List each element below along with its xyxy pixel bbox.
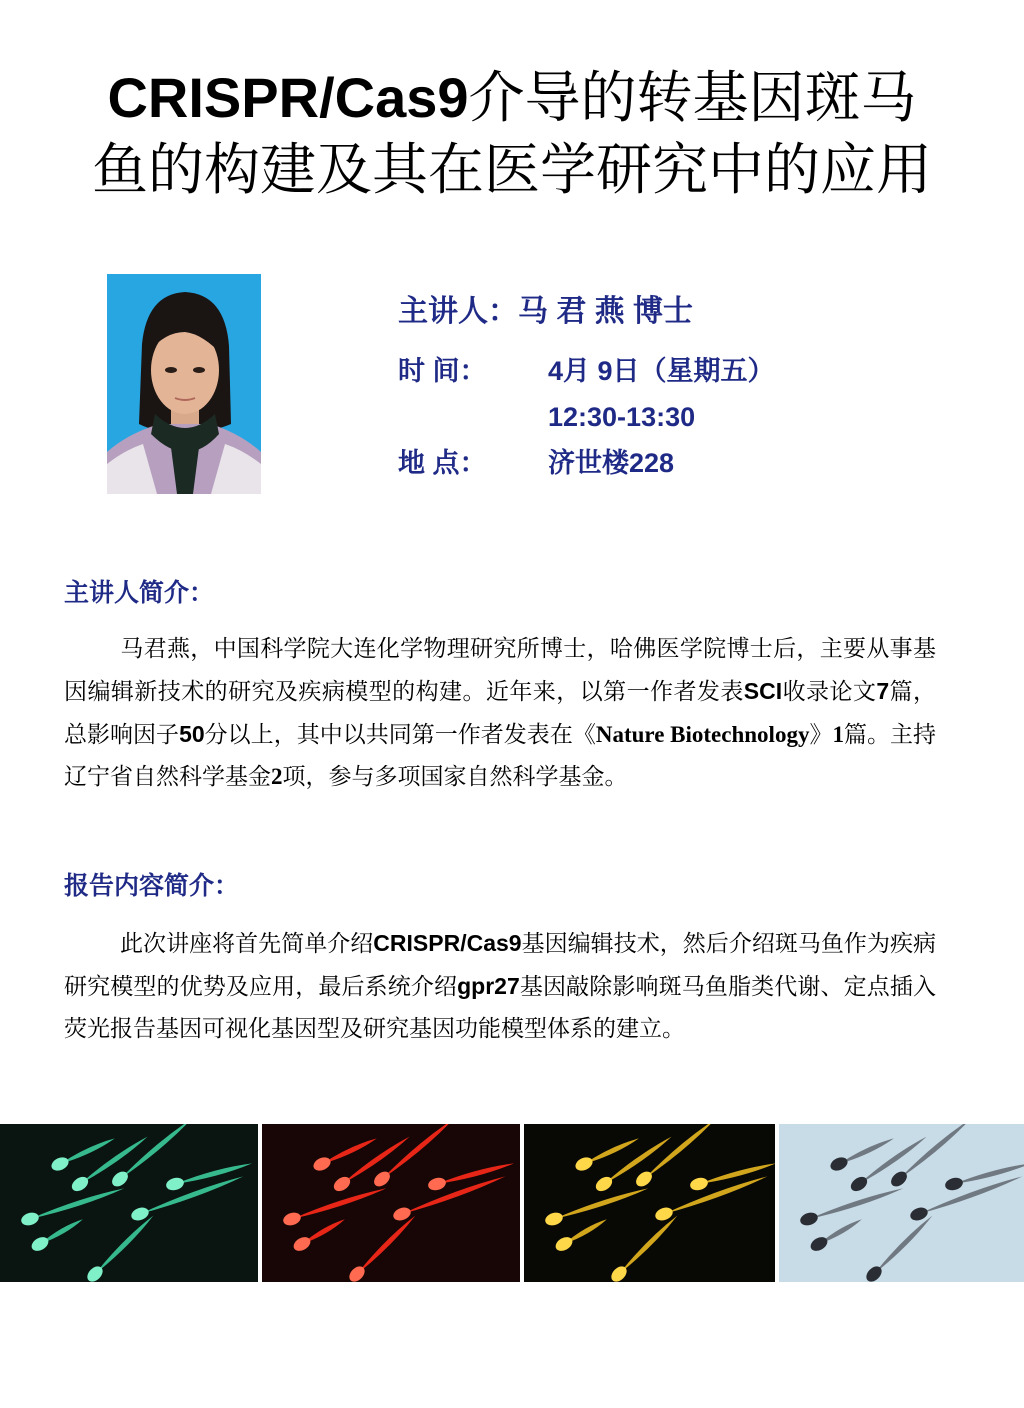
bio-number: 1 [832,722,844,747]
bio-number: 50 [179,721,205,747]
bio-sci: SCI [743,678,783,704]
bio-text: 篇，总影响因子 [64,679,937,748]
bio-text: 项，参与多项国家自然科学基金。 [282,764,628,790]
bio-text: 收录论文 [782,679,877,705]
zebrafish-image-strip [0,1124,1024,1282]
bio-text: 篇。主持辽宁省自然科学基金 [64,722,937,790]
bio-number: 7 [876,678,890,704]
place-value: 济世楼228 [548,448,675,478]
report-crispr: CRISPR/Cas9 [373,930,522,956]
poster-title [0,62,1024,206]
place-row [398,440,693,486]
title-line2: 鱼的构建及其在医学研究中的应用 [92,138,932,201]
fish-image-red [262,1124,520,1282]
bio-text: 分以上，其中以共同第一作者发表在《 [204,722,596,748]
bio-paragraph [64,628,936,798]
report-paragraph [64,922,936,1050]
title-latin: CRISPR/Cas9 [107,66,469,129]
report-heading: 报告内容简介： [64,871,240,900]
time-hours: 12:30-13:30 [548,402,696,432]
fish-panel-red [262,1124,520,1282]
bio-text: 》 [809,722,833,748]
time-row [398,348,775,394]
title-line1: 介导的转基因斑马 [468,66,917,129]
fish-image-merged [524,1124,775,1282]
bio-journal: Nature Biotechnology [595,722,810,747]
report-text: 此次讲座将首先简单介绍 [120,931,374,957]
time-label: 时 间： [398,356,487,386]
fish-image-brightfield [779,1124,1024,1282]
fish-panel-green [0,1124,258,1282]
fish-panel-merged [524,1124,775,1282]
bio-number: 2 [271,764,283,789]
place-label: 地 点： [398,448,487,478]
talk-info [398,290,775,486]
time-date: 4月 9日（星期五） [548,356,775,386]
bio-heading: 主讲人简介： [64,578,215,607]
bio-text: 马君燕，中国科学院大连化学物理研究所博士，哈佛医学院博士后，主要从事基因编辑新技术的研究及疾病模型的构建。近年来，以第一作者发表 [64,636,936,705]
report-text: 基因编辑技术，然后介绍斑马鱼作为疾病研究模型的优势及应用，最后系统介绍 [64,931,937,1000]
report-text: 基因敲除影响斑马鱼脂类代谢、定点插入荧光报告基因可视化基因型及研究基因功能模型体系的建立。 [64,974,937,1042]
fish-panel-brightfield [779,1124,1024,1282]
report-gene: gpr27 [457,973,520,999]
speaker-portrait [107,274,261,494]
panel-background [524,1124,775,1282]
panel-background [779,1124,1024,1282]
fish-image-green [0,1124,258,1282]
time-row-2 [398,394,696,440]
speaker-name: 主讲人：马 君 燕 博士 [398,295,694,328]
